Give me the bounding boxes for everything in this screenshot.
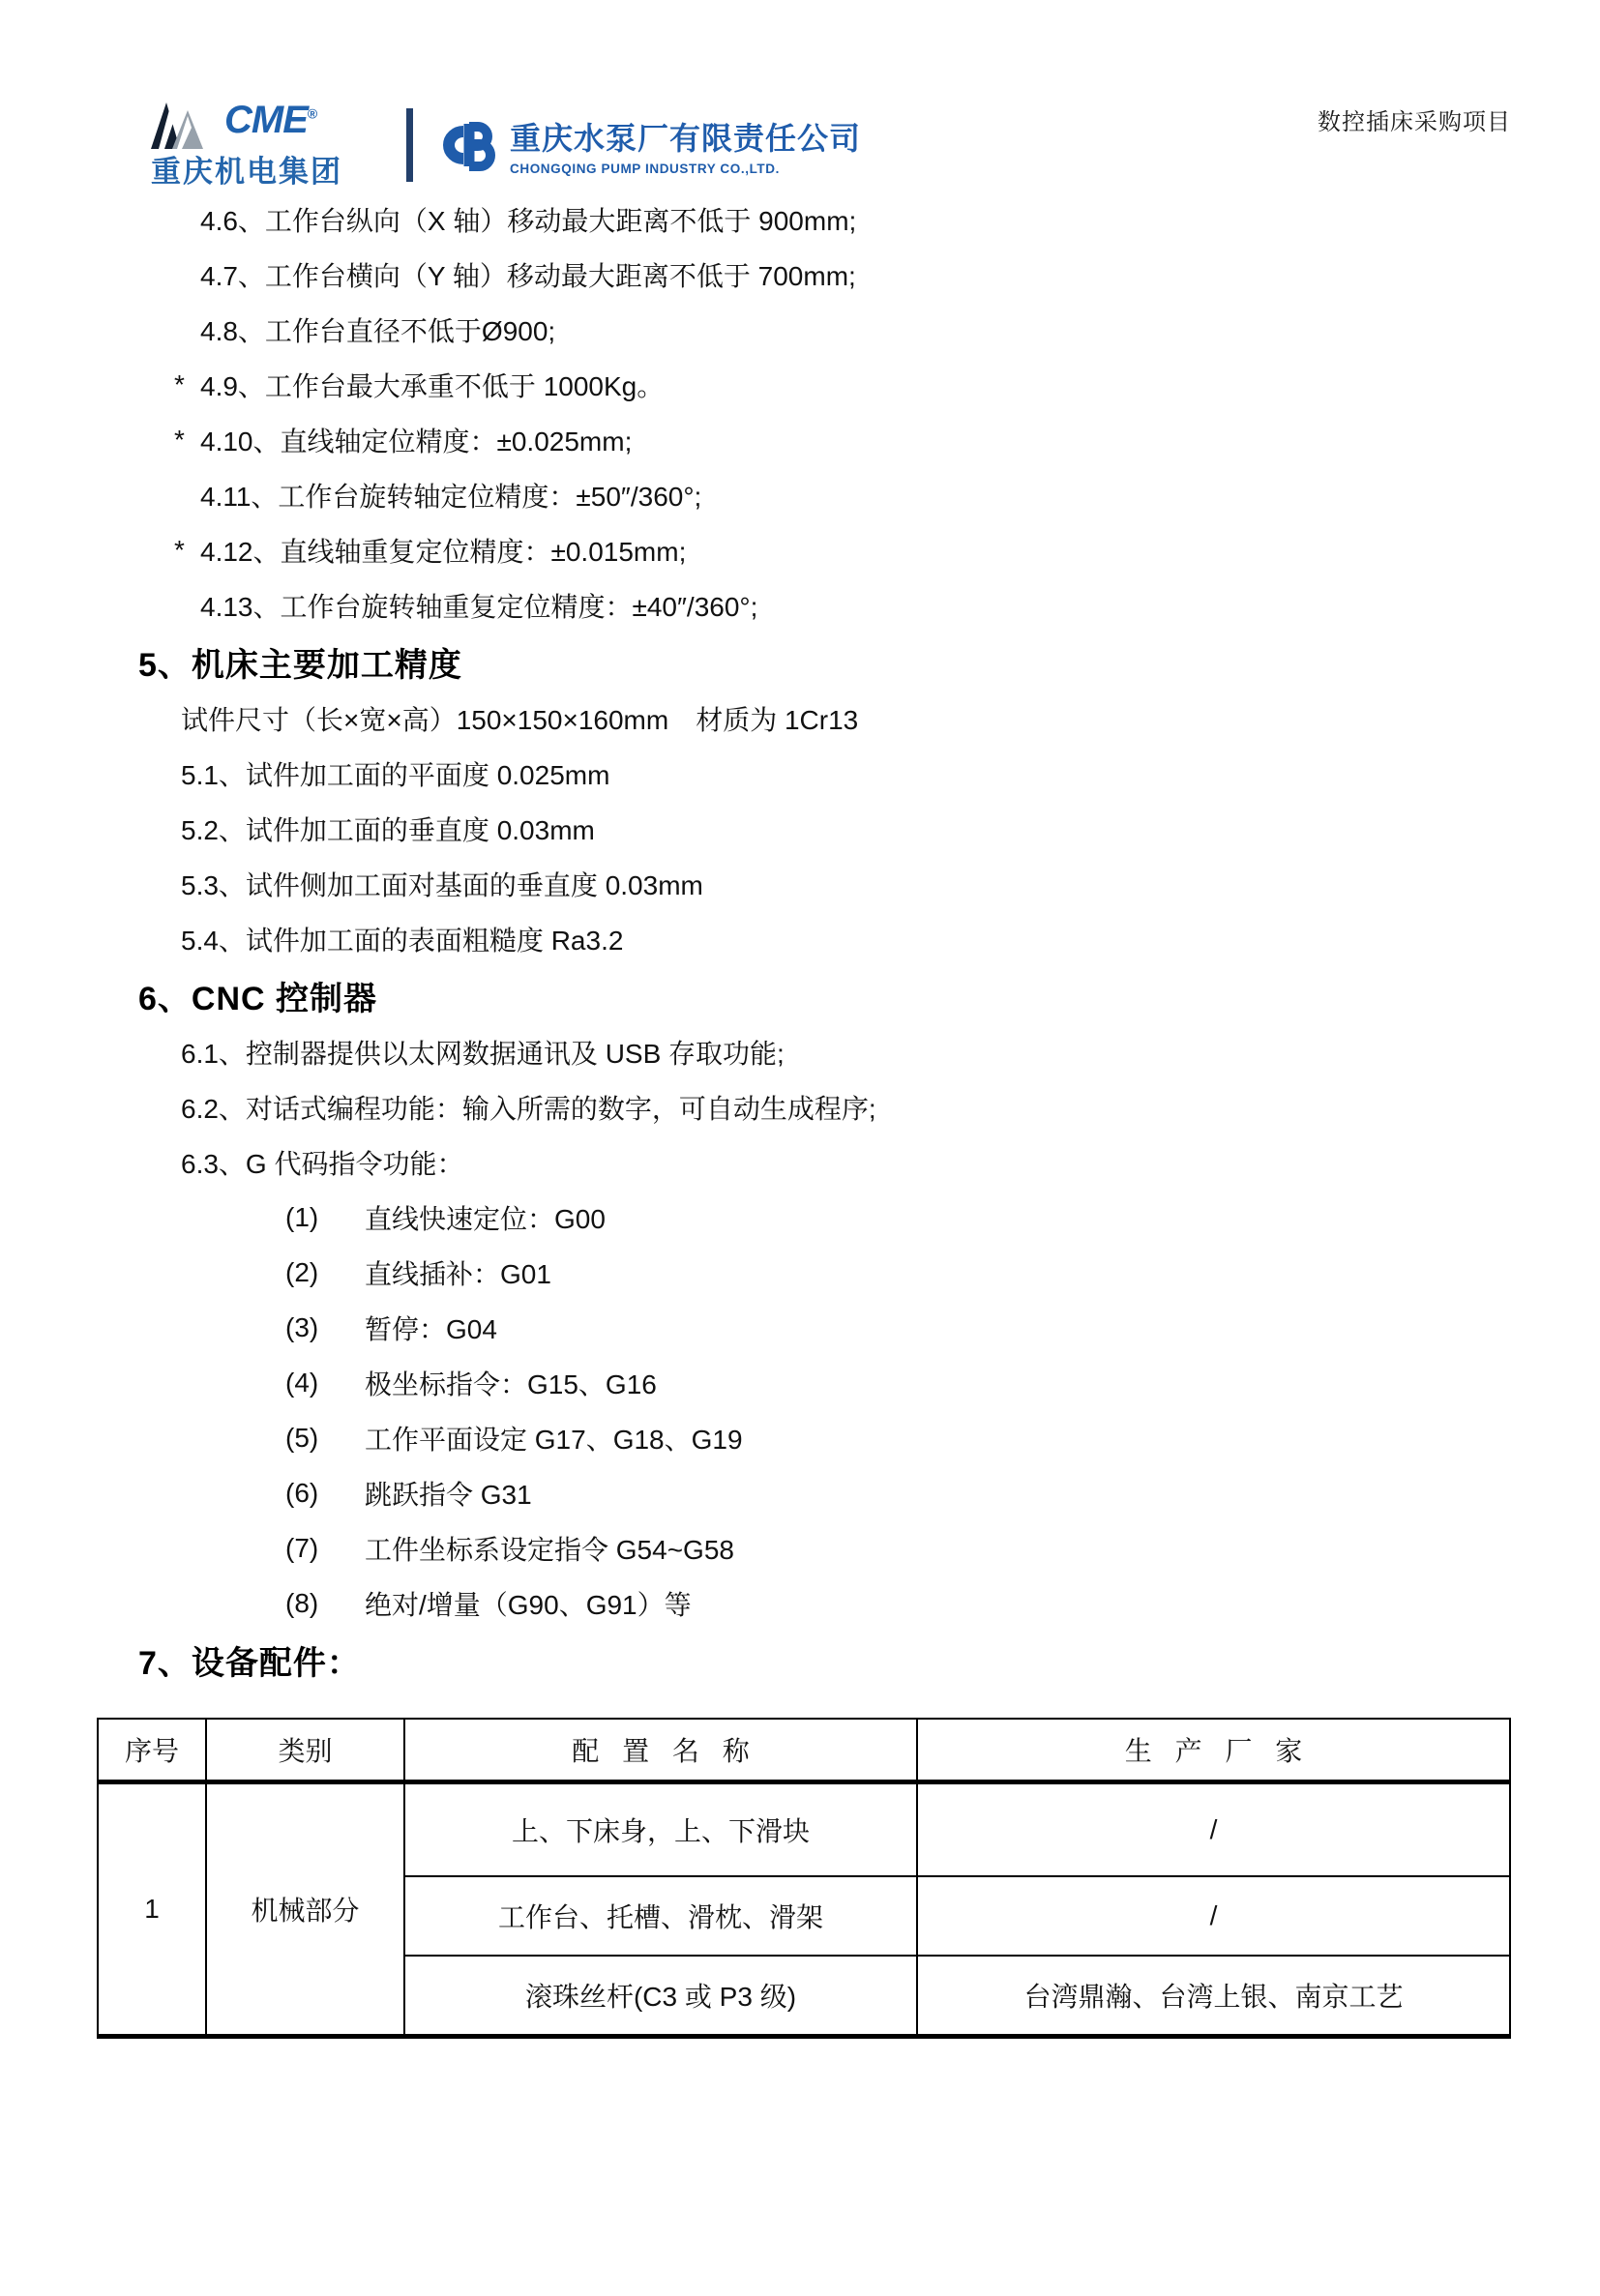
pump-company-cn: 重庆水泵厂有限责任公司	[510, 121, 862, 156]
section5-line-specimen: 试件尺寸（长×宽×高）150×150×160mm 材质为 1Cr13	[181, 704, 859, 735]
section5-line-5-3: 5.3、试件侧加工面对基面的垂直度 0.03mm	[181, 869, 703, 900]
gcode-number: (8)	[285, 1587, 319, 1618]
gcode-text: 暂停：G04	[365, 1313, 497, 1344]
gcode-text: 直线快速定位：G00	[365, 1203, 606, 1234]
cme-group-name: 重庆机电集团	[151, 155, 342, 189]
col-header-manufacturer	[917, 1719, 1510, 1782]
spec-text: 4.8、工作台直径不低于Ø900;	[200, 315, 556, 346]
spec-text: 4.11、工作台旋转轴定位精度：±50″/360°;	[200, 481, 702, 512]
pump-company-en: CHONGQING PUMP INDUSTRY CO.,LTD.	[510, 162, 780, 176]
gcode-text: 工作平面设定 G17、G18、G19	[365, 1424, 743, 1455]
section6-line-6-3: 6.3、G 代码指令功能：	[181, 1148, 464, 1179]
section6-line-6-1: 6.1、控制器提供以太网数据通讯及 USB 存取功能;	[181, 1038, 785, 1069]
gcode-item-1	[0, 1190, 1600, 1245]
spec-item-4-11	[0, 467, 1600, 522]
col-header-config-name	[404, 1719, 917, 1782]
gcode-number: (2)	[285, 1256, 319, 1287]
col-header-config-name-text: 配置名称	[572, 1736, 773, 1766]
spec-text: 4.12、直线轴重复定位精度：±0.015mm;	[200, 536, 687, 567]
gcode-text: 工件坐标系设定指令 G54~G58	[365, 1534, 734, 1565]
star-marker: *	[174, 424, 185, 455]
gcode-item-4	[0, 1355, 1600, 1410]
project-title: 数控插床采购项目	[1318, 109, 1511, 135]
spec-item-4-12	[0, 522, 1600, 577]
cme-name-text: CME	[224, 99, 308, 141]
cell-manufacturer: /	[917, 1876, 1510, 1956]
spec-text: 4.7、工作台横向（Y 轴）移动最大距离不低于 700mm;	[200, 260, 856, 291]
section6-line-6-2: 6.2、对话式编程功能：输入所需的数字，可自动生成程序;	[181, 1093, 876, 1124]
gcode-item-3	[0, 1300, 1600, 1355]
spec-item-4-6	[0, 191, 1600, 247]
logo-divider	[406, 108, 413, 182]
gcode-number: (5)	[285, 1422, 319, 1453]
spec-item-4-8	[0, 302, 1600, 357]
spec-text: 4.13、工作台旋转轴重复定位精度：±40″/360°;	[200, 591, 758, 622]
cell-manufacturer: 台湾鼎瀚、台湾上银、南京工艺	[917, 1956, 1510, 2037]
col-header-category: 类别	[206, 1719, 404, 1782]
gcode-number: (7)	[285, 1532, 319, 1563]
spec-text: 4.10、直线轴定位精度：±0.025mm;	[200, 426, 633, 456]
gcode-number: (3)	[285, 1311, 319, 1342]
gcode-item-6	[0, 1465, 1600, 1520]
section7-heading: 7、设备配件：	[138, 1644, 361, 1682]
star-marker: *	[174, 534, 185, 565]
gcode-item-2	[0, 1245, 1600, 1300]
gcode-text: 极坐标指令：G15、G16	[365, 1369, 657, 1399]
col-header-manufacturer-text: 生产厂家	[1124, 1736, 1325, 1766]
gcode-number: (1)	[285, 1201, 319, 1232]
cell-category: 机械部分	[206, 1782, 404, 2037]
section5-line-5-4: 5.4、试件加工面的表面粗糙度 Ra3.2	[181, 925, 624, 956]
gcode-text: 绝对/增量（G90、G91）等	[365, 1589, 692, 1620]
document-body	[0, 191, 1600, 2039]
pump-monogram-icon	[432, 116, 498, 174]
spec-text: 4.9、工作台最大承重不低于 1000Kg。	[200, 370, 665, 401]
table-row	[98, 1782, 1510, 1877]
section5-line-5-1: 5.1、试件加工面的平面度 0.025mm	[181, 759, 610, 790]
cme-mountains-icon	[151, 103, 219, 149]
gcode-text: 跳跃指令 G31	[365, 1479, 532, 1510]
spec-item-4-10	[0, 412, 1600, 467]
page-header	[97, 93, 1511, 199]
gcode-text: 直线插补：G01	[365, 1258, 551, 1289]
col-header-seq: 序号	[98, 1719, 206, 1782]
cme-logo	[151, 101, 393, 190]
spec-item-4-13	[0, 577, 1600, 633]
cell-config-name: 工作台、托槽、滑枕、滑架	[404, 1876, 917, 1956]
pump-logo	[432, 114, 861, 176]
gcode-number: (6)	[285, 1477, 319, 1508]
section5-line-5-2: 5.2、试件加工面的垂直度 0.03mm	[181, 814, 595, 845]
section6-heading: 6、CNC 控制器	[138, 980, 378, 1017]
accessories-table-wrap	[97, 1718, 1600, 2039]
spec-item-4-7	[0, 247, 1600, 302]
gcode-number: (4)	[285, 1367, 319, 1398]
gcode-item-8	[0, 1575, 1600, 1631]
cell-config-name: 上、下床身，上、下滑块	[404, 1782, 917, 1877]
cme-wordmark	[224, 101, 316, 139]
section5-heading: 5、机床主要加工精度	[138, 646, 462, 684]
cell-config-name: 滚珠丝杆(C3 或 P3 级)	[404, 1956, 917, 2037]
table-header-row	[98, 1719, 1510, 1782]
pump-company-names	[510, 114, 861, 176]
cell-seq: 1	[98, 1782, 206, 2037]
logo-group	[151, 101, 861, 190]
cell-manufacturer: /	[917, 1782, 1510, 1877]
registered-mark-icon: ®	[307, 105, 317, 122]
gcode-item-7	[0, 1520, 1600, 1575]
spec-text: 4.6、工作台纵向（X 轴）移动最大距离不低于 900mm;	[200, 205, 857, 236]
accessories-table	[97, 1718, 1511, 2039]
spec-item-4-9	[0, 357, 1600, 412]
gcode-item-5	[0, 1410, 1600, 1465]
star-marker: *	[174, 368, 185, 399]
